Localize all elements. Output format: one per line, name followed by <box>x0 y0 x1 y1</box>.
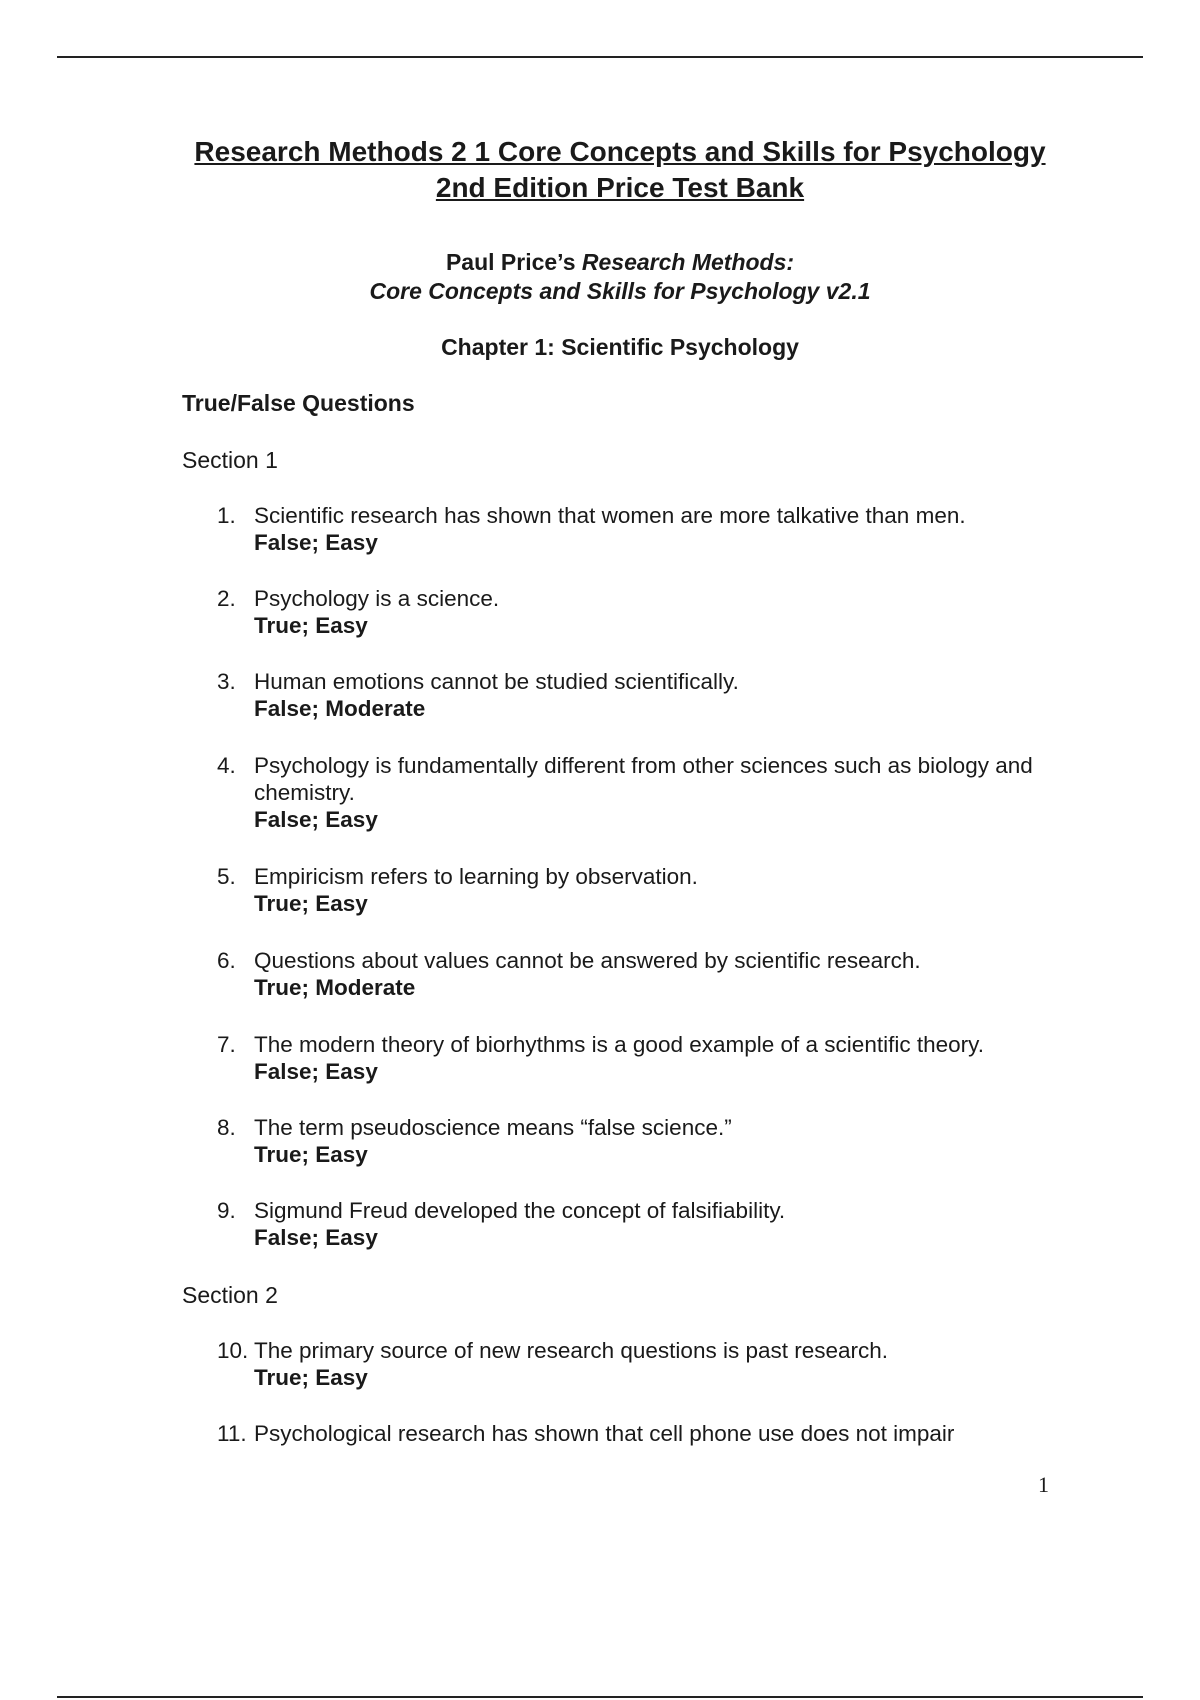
subtitle-author: Paul Price’s <box>445 249 582 275</box>
question-answer: True; Moderate <box>254 975 416 1000</box>
question-answer: True; Easy <box>254 1365 368 1390</box>
question-answer: False; Easy <box>254 807 378 832</box>
question-item <box>217 1031 1077 1085</box>
question-number: 2. <box>217 586 236 611</box>
question-text: Psychological research has shown that cell phone use does not impair <box>254 1421 955 1446</box>
question-number: 10. <box>217 1338 249 1363</box>
chapter-heading: Chapter 1: Scientific Psychology <box>441 334 799 360</box>
question-text: Scientific research has shown that women are more talkative than men. <box>254 503 966 528</box>
subtitle-book-line-1: Research Methods: <box>581 249 795 275</box>
question-number: 1. <box>217 503 236 528</box>
question-item <box>217 668 1077 722</box>
question-item <box>217 502 1077 556</box>
question-answer: True; Easy <box>254 1142 368 1167</box>
section-1-heading: Section 1 <box>182 447 278 473</box>
question-type-heading: True/False Questions <box>182 390 415 416</box>
question-text: Psychology is a science. <box>254 586 500 611</box>
question-number: 6. <box>217 948 236 973</box>
question-answer: False; Easy <box>254 1225 378 1250</box>
question-text: Human emotions cannot be studied scientifically. <box>254 669 739 694</box>
page-number: 1 <box>1038 1472 1049 1497</box>
question-item <box>217 585 1077 639</box>
question-answer: True; Easy <box>254 613 368 638</box>
question-answer: True; Easy <box>254 891 368 916</box>
question-answer: False; Easy <box>254 1059 378 1084</box>
question-item <box>217 863 1077 917</box>
question-number: 3. <box>217 669 236 694</box>
section-2-heading: Section 2 <box>182 1282 278 1308</box>
title-line-1: Research Methods 2 1 Core Concepts and Skills for Psychology <box>194 136 1046 167</box>
subtitle-book-line-2: Core Concepts and Skills for Psychology v2.1 <box>369 278 871 304</box>
question-item <box>217 752 1077 833</box>
book-subtitle <box>0 248 1200 306</box>
question-number: 4. <box>217 753 236 778</box>
question-number: 5. <box>217 864 236 889</box>
question-number: 11. <box>217 1421 247 1446</box>
question-text: The modern theory of biorhythms is a good example of a scientific theory. <box>254 1032 984 1057</box>
bottom-rule <box>57 1696 1143 1698</box>
question-number: 8. <box>217 1115 236 1140</box>
question-number: 7. <box>217 1032 236 1057</box>
question-item <box>217 1420 1077 1447</box>
document-title <box>0 134 1200 206</box>
top-rule <box>57 56 1143 58</box>
question-item <box>217 1337 1077 1391</box>
question-text: The term pseudoscience means “false science.” <box>254 1115 732 1140</box>
question-answer: False; Moderate <box>254 696 426 721</box>
question-answer: False; Easy <box>254 530 378 555</box>
question-text: Questions about values cannot be answered by scientific research. <box>254 948 921 973</box>
question-text: Sigmund Freud developed the concept of falsifiability. <box>254 1198 786 1223</box>
question-item <box>217 947 1077 1001</box>
question-text: The primary source of new research questions is past research. <box>254 1338 889 1363</box>
question-text: Empiricism refers to learning by observation. <box>254 864 698 889</box>
question-item <box>217 1197 1077 1251</box>
question-number: 9. <box>217 1198 236 1223</box>
question-item <box>217 1114 1077 1168</box>
question-text: Psychology is fundamentally different from other sciences such as biology and chemistry. <box>254 753 1033 805</box>
title-line-2: 2nd Edition Price Test Bank <box>435 172 805 203</box>
